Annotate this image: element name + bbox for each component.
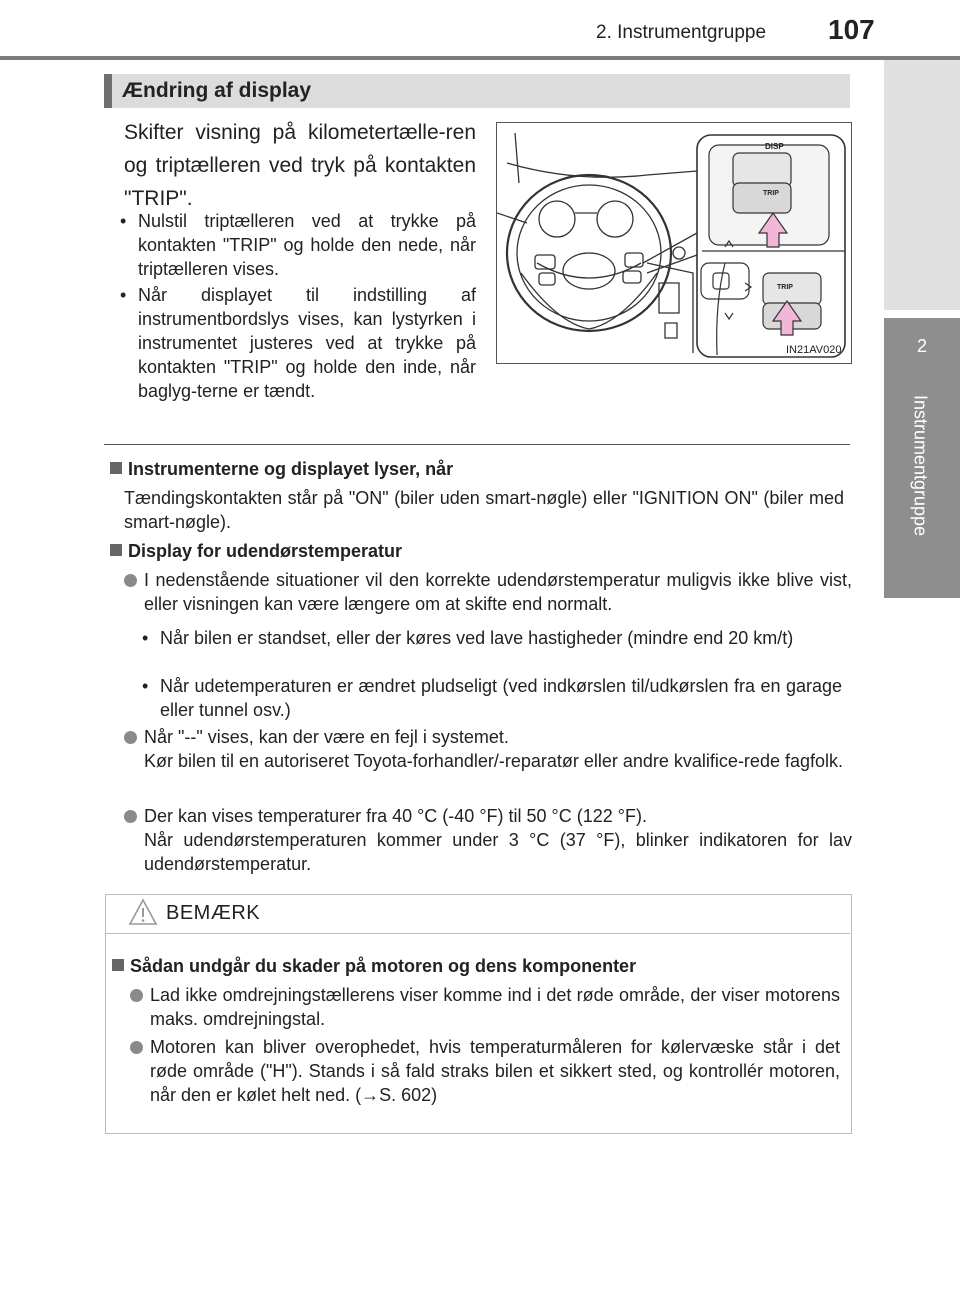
circle-bullet-icon [130, 989, 143, 1002]
topic-sub-bullet: • Når bilen er standset, eller der køres ved lave hastigheder (mindre end 20 km/t) [142, 628, 794, 648]
square-bullet-icon [110, 544, 122, 556]
side-tab-number: 2 [916, 336, 927, 356]
topic-item: Der kan vises temperaturer fra 40 °C (-40 °F) til 50 °C (122 °F). Når udendørstemperaturen kommer under 3 °C (37 °F), blinker indikatoren for lav udendørstemperatur. [144, 806, 852, 874]
side-tab-label: Instrumentgruppe [910, 395, 931, 537]
notice-heading: Sådan undgår du skader på motoren og dens komponenter [112, 956, 636, 977]
topic-sub-bullet: • Når udetemperaturen er ændret pludseligt (ved indkørslen til/udkørslen fra en garage eller tunnel osv.) [142, 676, 842, 720]
circle-bullet-icon [124, 731, 137, 744]
warning-triangle-icon [128, 898, 158, 926]
trip-button-label: TRIP [763, 190, 779, 197]
circle-bullet-icon [130, 1041, 143, 1054]
circle-bullet-icon [124, 574, 137, 587]
intro-bullet: • Nulstil triptælleren ved at trykke på kontakten "TRIP" og holde den nede, når triptælleren vises. [120, 211, 476, 279]
page-number: 107 [828, 14, 875, 45]
figure-code: IN21AV020 [786, 344, 842, 356]
section-intro: Skifter visning på kilometertælle-ren og triptælleren ved tryk på kontakten "TRIP". [124, 121, 476, 210]
running-header-title: 2. Instrumentgruppe [596, 22, 767, 43]
notice-item: Motoren kan bliver overophedet, hvis temperaturmåleren for kølervæske står i det røde område ("H"). Stands i så fald straks bilen et sikkert sted, og kontrollér motoren, når den er kølet helt ned. (→S. 602) [150, 1037, 840, 1105]
circle-bullet-icon [124, 810, 137, 823]
square-bullet-icon [110, 462, 122, 474]
steering-wheel-illustration [496, 122, 852, 364]
topic-heading: Instrumenterne og displayet lyser, når [110, 459, 453, 480]
topic-item: I nedenstående situationer vil den korrekte udendørstemperatur muligvis ikke blive vist, eller visningen kan være længere om at skifte end normalt. [144, 570, 852, 614]
section-divider [104, 444, 850, 445]
disp-button-label: DISP [765, 142, 784, 151]
intro-bullet: • Når displayet til indstilling af instrumentbordslys vises, kan lystyrken i instrumentet justeres ved at trykke på kontakten "TRIP" og holde den inde, når baglyg-terne er tændt. [120, 285, 476, 401]
topic-heading: Display for udendørstemperatur [110, 541, 402, 562]
topic-text: Tændingskontakten står på "ON" (biler uden smart-nøgle) eller "IGNITION ON" (biler med smart-nøgle). [124, 488, 844, 532]
section-header-accent [104, 74, 112, 108]
side-tab-upper [884, 60, 960, 310]
trip-button-label: TRIP [777, 284, 793, 291]
steering-wheel-drawing [497, 123, 851, 363]
header-rule [0, 56, 960, 60]
notice-title: BEMÆRK [166, 902, 261, 924]
section-title: Ændring af display [122, 79, 312, 102]
square-bullet-icon [112, 959, 124, 971]
notice-item: Lad ikke omdrejningstællerens viser komme ind i det røde område, der viser motorens maks. omdrejningstal. [150, 985, 840, 1029]
topic-item: Når "--" vises, kan der være en fejl i systemet. Kør bilen til en autoriseret Toyota-forhandler/-reparatør eller andre kvalifice-rede fagfolk. [144, 727, 843, 771]
